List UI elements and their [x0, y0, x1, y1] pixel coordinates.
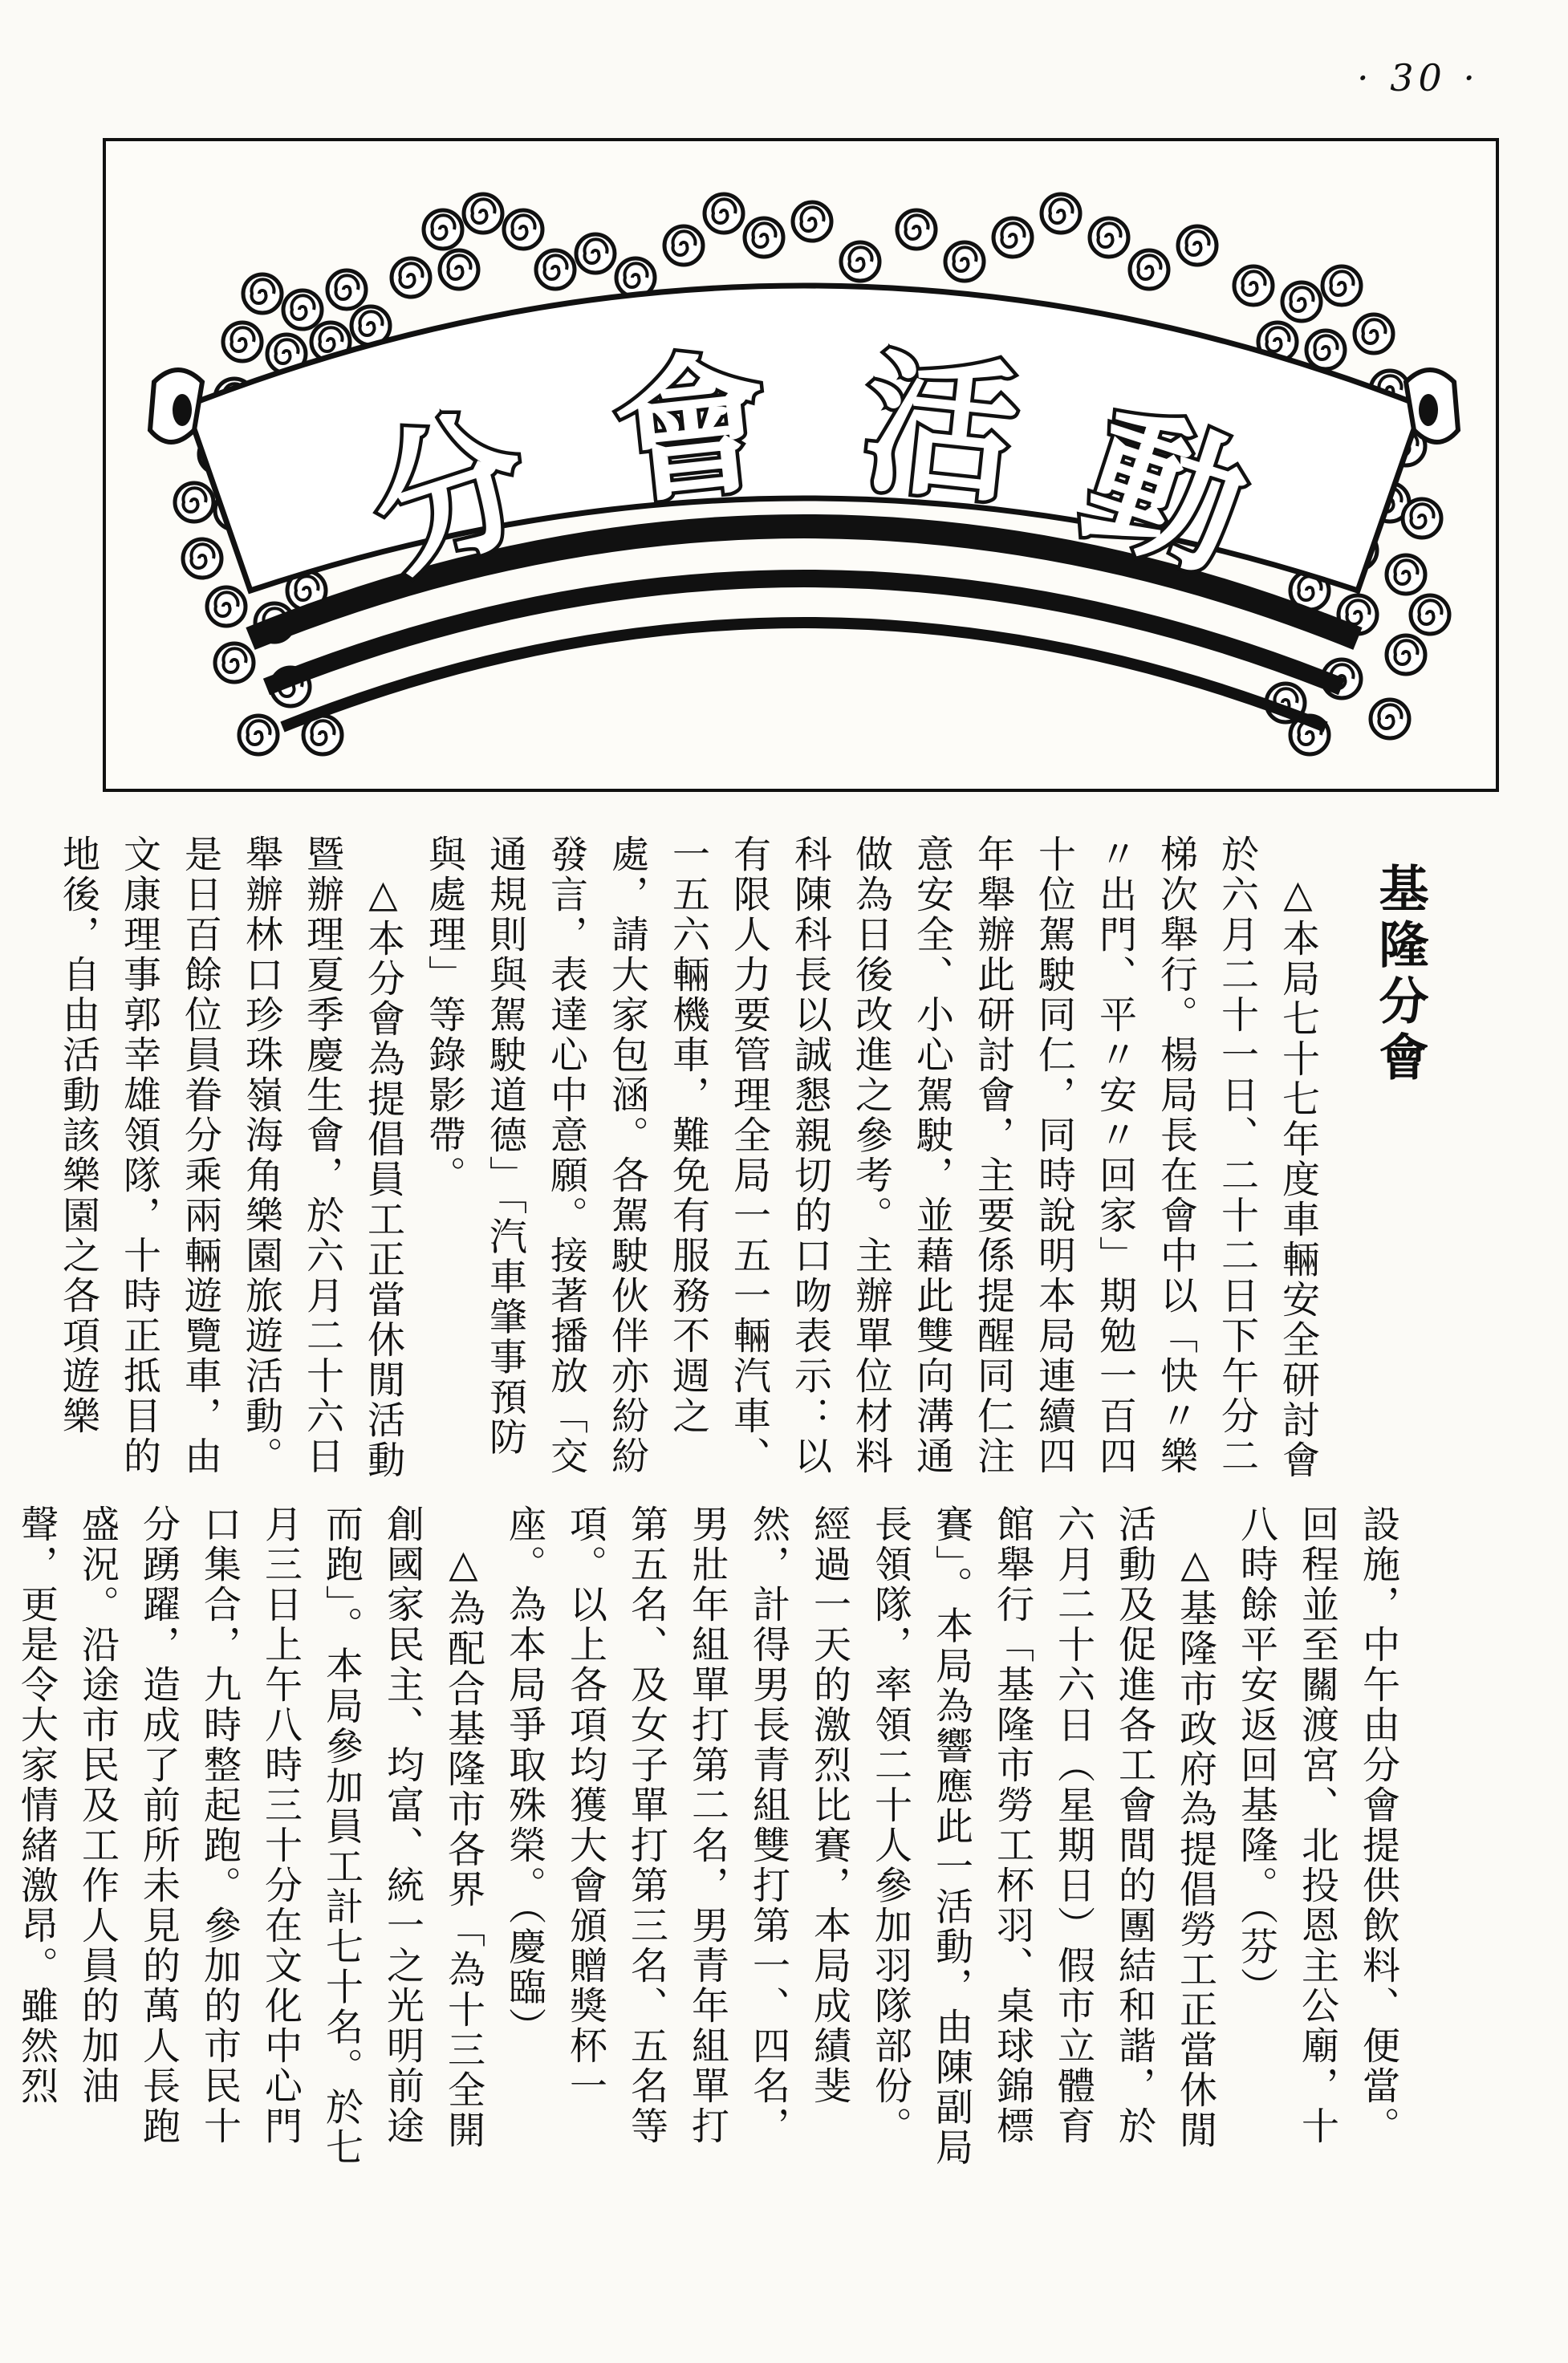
article-paragraph: △為配合基隆市各界「為十三全開創國家民主、均富、統一之光明前途而跑」。本局參加員工計七十名。於七月三日上午八時三十分在文化中心門口集合，九時整起跑。參加的市民十分踴躍，造成了前所未見的萬人長跑盛況。沿途市民及工作人員的加油聲，更是令大家情緒激昂。雖然烈 [14, 1504, 485, 2168]
article-paragraph: △基隆市政府為提倡勞工正當休閒活動及促進各工會間的團結和諧，於六月二十六日（星期日）假市立體育館舉行「基隆市勞工杯羽、桌球錦標賽」。本局為響應此一活動，由陳副局長領隊，率領二十人參加羽隊部份。經過一天的激烈比賽，本局成績斐然，計得男長青組雙打第一、四名，男壯年組單打第二名，男青年組單打第五名、及女子單打第三名、五名等項。以上各項均獲大會頒贈獎杯一座。為本局爭取殊榮。（慶臨） [502, 1504, 1217, 2168]
section-title: 基隆分會 [1371, 863, 1429, 1087]
article-paragraph: △本局七十七年度車輛安全研討會於六月二十一日、二十二日下午分二梯次舉行。楊局長在會中以「快〃樂〃出門、平〃安〃回家」期勉一百四十位駕駛同仁，同時說明本局連續四年舉辦此研討會，主要係提醒同仁注意安全、小心駕駛，並藉此雙向溝通做為日後改進之參考。主辦單位材料科陳科長以誠懇親切的口吻表示：以有限人力要管理全局一五一輛汽車、一五六輛機車，難免有服務不週之處，請大家包涵。各駕駛伙伴亦紛紛發言，表達心中意願。接著播放「交通規則與駕駛道德」「汽車肇事預防與處理」等錄影帶。 [422, 834, 1320, 1480]
article-lower-block [14, 1504, 1408, 2170]
banner-char-4: 動 [1065, 386, 1265, 602]
article-upper-block [56, 834, 1328, 1492]
banner-char-2: 會 [606, 333, 777, 526]
article-paragraph: △本分會為提倡員工正當休閒活動暨辦理夏季慶生會，於六月二十六日舉辦林口珍珠嶺海角樂園旅遊活動。是日百餘位員眷分乘兩輛遊覽車，由文康理事郭幸雄領隊，十時正抵目的地後，自由活動該樂園之各項遊樂 [56, 834, 405, 1480]
banner-title [106, 141, 1496, 789]
article-paragraph: 設施，中午由分會提供飲料、便當。回程並至關渡宮、北投恩主公廟，十八時餘平安返回基隆。（芬） [1234, 1504, 1400, 2146]
banner-char-1: 分 [351, 386, 551, 602]
page-number: · 30 · [1356, 56, 1480, 99]
title-banner [103, 138, 1499, 792]
banner-char-3: 活 [855, 333, 1026, 526]
